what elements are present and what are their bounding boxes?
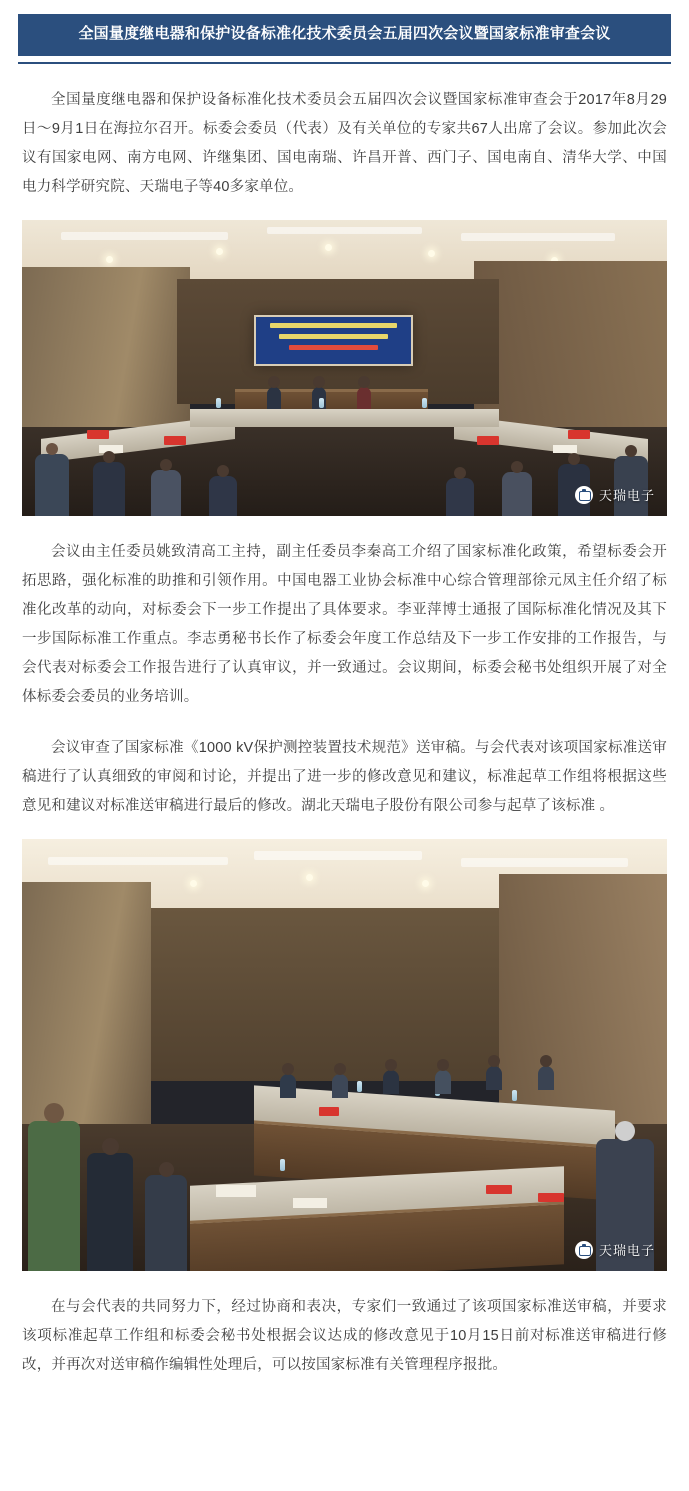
wall-right: [499, 874, 667, 1125]
title-divider: [18, 62, 671, 64]
paragraph-4: 在与会代表的共同努力下，经过协商和表决，专家们一致通过了该项国家标准送审稿，并要求该项标准起草工作组和标委会秘书处根据会议达成的修改意见于10月15日前对标准送审稿进行修改，并再次对送审稿作编辑性处理后，可以按国家标准有关管理程序报批。: [22, 1299, 667, 1373]
wall-right: [474, 261, 668, 445]
conference-photo-1: [22, 220, 667, 516]
article-body: [0, 86, 689, 1380]
watermark-text: 天瑞电子: [598, 1243, 655, 1258]
paragraph-1: 全国量度继电器和保护设备标准化技术委员会五届四次会议暨国家标准审查会于2017年8月29日～9月1日在海拉尔召开。标委会委员（代表）及有关单位的专家共67人出席了会议。参加此次会议有国家电网、南方电网、许继集团、国电南瑞、许昌开普、西门子、国电南自、清华大学、中国电力科学研究院、天瑞电子等40多家单位。: [22, 92, 667, 195]
company-logo-icon: [575, 486, 593, 504]
company-logo-icon: [575, 1241, 593, 1259]
delegate-table-center: [190, 409, 500, 427]
photo-1-scene: [22, 220, 667, 516]
photo-2-scene: [22, 839, 667, 1271]
paragraph-3: 会议审查了国家标准《1000 kV保护测控装置技术规范》送审稿。与会代表对该项国家标准送审稿进行了认真细致的审阅和讨论，并提出了进一步的修改意见和建议，标准起草工作组将根据这些意见和建议对标准送审稿进行最后的修改。湖北天瑞电子股份有限公司参与起草了该标准 。: [22, 740, 667, 814]
page-title: 全国量度继电器和保护设备标准化技术委员会五届四次会议暨国家标准审查会议: [18, 14, 671, 56]
wall-left: [22, 882, 151, 1124]
wall-back: [151, 908, 499, 1081]
stage-screen: [254, 315, 413, 366]
conference-photo-2: [22, 839, 667, 1271]
paragraph-2: 会议由主任委员姚致清高工主持，副主任委员李秦高工介绍了国家标准化政策，希望标委会开拓思路，强化标准的助推和引领作用。中国电器工业协会标准中心综合管理部徐元凤主任介绍了标准化改革的动向，对标委会下一步工作提出了具体要求。李亚萍博士通报了国际标准化情况及其下一步国际标准工作重点。李志勇秘书长作了标委会年度工作总结及下一步工作安排的工作报告，与会代表对标委会工作报告进行了认真审议，并一致通过。会议期间，标委会秘书处组织开展了对全体标委会委员的业务培训。: [22, 544, 667, 705]
title-section: [0, 0, 689, 64]
watermark-logo-2: [575, 1240, 655, 1259]
watermark-text: 天瑞电子: [598, 488, 655, 503]
watermark-logo-1: [575, 485, 655, 504]
